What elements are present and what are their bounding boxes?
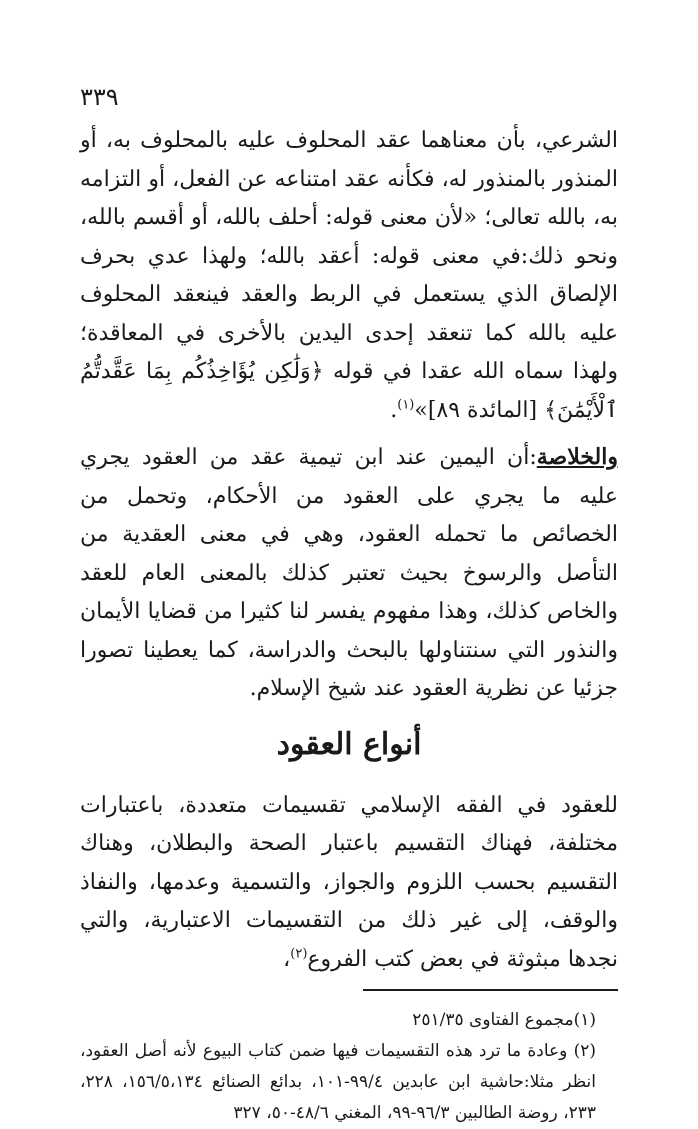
paragraph-oath-meaning xyxy=(80,122,618,430)
footnote-marker-1[interactable]: (١) xyxy=(397,397,415,413)
footnote-divider xyxy=(363,989,618,991)
paragraph-contract-types xyxy=(80,787,618,980)
paragraph-end: ، xyxy=(283,946,291,972)
paragraph-text: للعقود في الفقه الإسلامي تقسيمات متعددة، باعتبارات مختلفة، فهناك التقسيم باعتبار الصحة والبطلان، وهناك التقسيم بحسب اللزوم والجواز، والتسمية وعدمها، والنفاذ والوقف، إلى غير ذلك من التقسيمات الاعتبارية، والتي نجدها مبثوثة في بعض كتب الفروع xyxy=(80,792,618,972)
paragraph-conclusion xyxy=(80,438,618,709)
footnote-1: (١)مجموع الفتاوى ٢٥١/٣٥ xyxy=(412,1010,596,1030)
paragraph-text: الشرعي، بأن معناهما عقد المحلوف عليه بالمحلوف به، أو المنذور بالمنذور له، فكأنه عقد امتناعه عن الفعل، أو التزامه به، بالله تعالى؛ «لأن معنى قوله: أحلف بالله، أو أقسم بالله، ونحو ذلك:في معنى قوله: أعقد بالله؛ ولهذا عدي بحرف الإلصاق الذي يستعمل في الربط والعقد فينعقد المحلوف عليه بالله كما تنعقد إحدى اليدين بالأخرى في المعاقدة؛ ولهذا سماه الله عقدا في قوله xyxy=(80,128,618,384)
footnotes xyxy=(80,1005,618,1129)
section-heading: أنواع العقود xyxy=(276,726,422,762)
footnote-2: (٢) وعادة ما ترد هذه التقسيمات فيها ضمن كتاب البيوع لأنه أصل العقود، انظر مثلا:حاشية ابن عابدين ٩٩/٤-١٠١، بدائع الصنائع ١٥٦/٥،١٣٤، ٢٢٨، ٢٣٣، روضة الطالبين ٩٦/٣-٩٩، المغني ٤٨/٦-٥٠، ٣٢٧ xyxy=(80,1041,596,1123)
page-number: ٣٣٩ xyxy=(80,83,119,111)
quran-verse: ﴿وَلَٰكِن يُؤَاخِذُكُم بِمَا عَقَّدتُّمُ ٱلْأَيْمَٰنَ﴾ xyxy=(80,359,618,423)
paragraph-end: . xyxy=(390,397,398,423)
footnote-marker-2[interactable]: (٢) xyxy=(290,946,308,962)
conclusion-lead-term: والخلاصة xyxy=(536,444,618,470)
paragraph-text: :أن اليمين عند ابن تيمية عقد من العقود يجري عليه ما يجري على العقود من الأحكام، وتحمل من الخصائص ما تحمله العقود، وهي في معنى العقدية من التأصل والرسوخ بحيث تعتبر كذلك بالمعنى العام للعقد والخاص كذلك، وهذا مفهوم يفسر لنا كثيرا من قضايا الأيمان والنذور التي سنتناولها بالبحث والدراسة، كما يعطينا تصورا جزئيا عن نظرية العقود عند شيخ الإسلام. xyxy=(80,445,618,701)
quran-reference: [المائدة ٨٩]» xyxy=(414,397,545,423)
